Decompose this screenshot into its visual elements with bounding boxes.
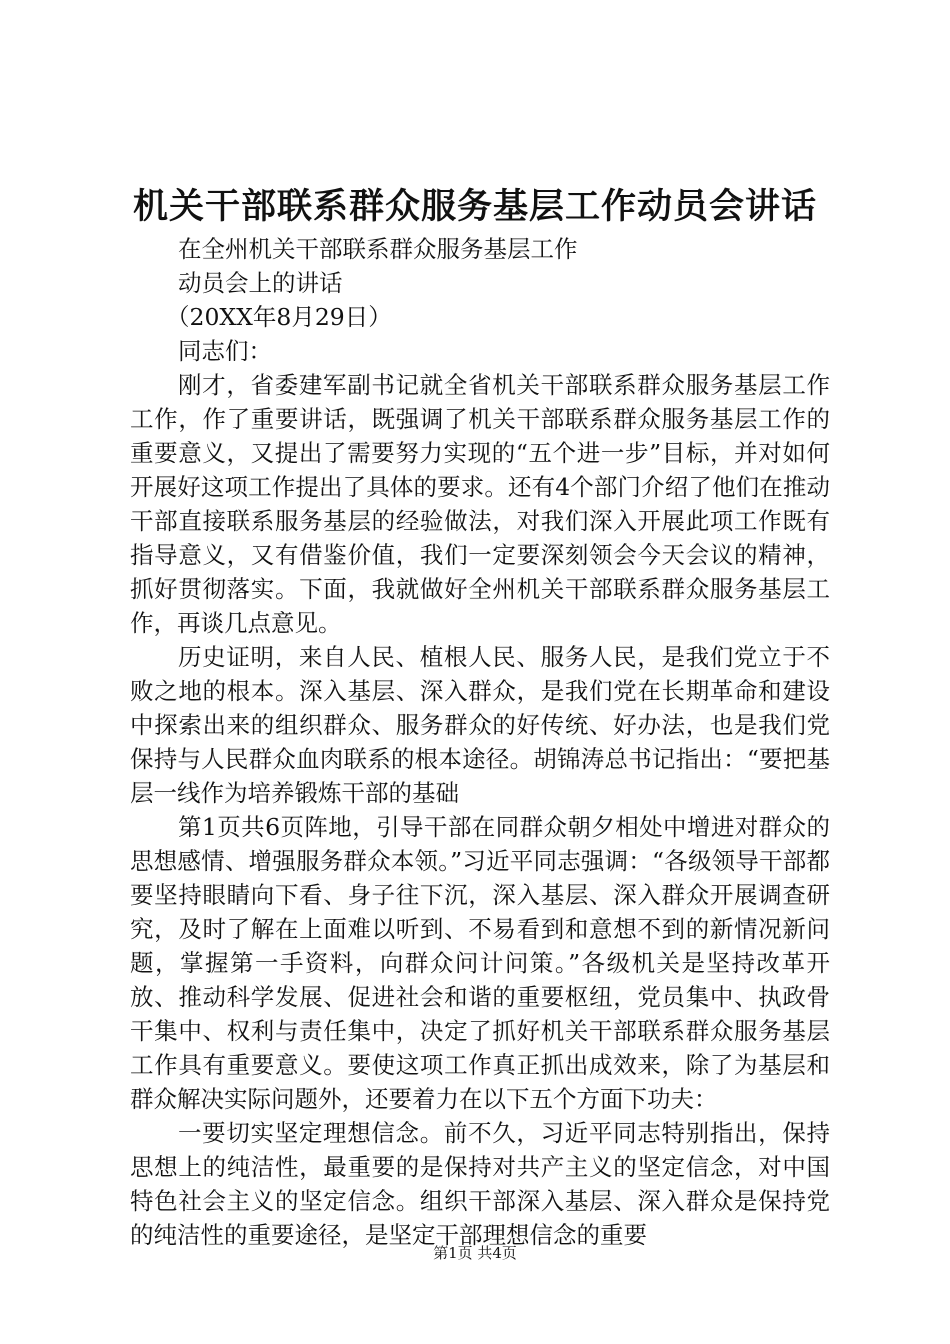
- subtitle-line-1: 在全州机关干部联系群众服务基层工作: [178, 235, 578, 263]
- salutation: 同志们：: [178, 337, 272, 365]
- page-footer: 第1页 共4页: [433, 1244, 517, 1262]
- paragraph: 第1页共6页阵地，引导干部在同群众朝夕相处中增进对群众的思想感情、增强服务群众本领。”习近平同志强调：“各级领导干部都要坚持眼睛向下看、身子往下沉，深入基层、深入群众开展调查研究，及时了解在上面难以听到、不易看到和意想不到的新情况新问题，掌握第一手资料，向群众问计问策。”各级机关是坚持改革开放、推动科学发展、促进社会和谐的重要枢纽，党员集中、执政骨干集中、权利与责任集中，决定了抓好机关干部联系群众服务基层工作具有重要意义。要使这项工作真正抓出成效来，除了为基层和群众解决实际问题外，还要着力在以下五个方面下功夫：: [130, 813, 830, 1113]
- speech-date: （20XX年8月29日）: [166, 303, 392, 331]
- subtitle-line-2: 动员会上的讲话: [178, 269, 343, 297]
- paragraph: 一要切实坚定理想信念。前不久，习近平同志特别指出，保持思想上的纯洁性，最重要的是保持对共产主义的坚定信念，对中国特色社会主义的坚定信念。组织干部深入基层、深入群众是保持党的纯洁性的重要途径，是坚定干部理想信念的重要: [130, 1119, 830, 1249]
- document-body: [130, 232, 830, 1252]
- document-title: 机关干部联系群众服务基层工作动员会讲话: [132, 186, 817, 227]
- paragraph: 历史证明，来自人民、植根人民、服务人民，是我们党立于不败之地的根本。深入基层、深入群众，是我们党在长期革命和建设中探索出来的组织群众、服务群众的好传统、好办法，也是我们党保持与人民群众血肉联系的根本途径。胡锦涛总书记指出：“要把基层一线作为培养锻炼干部的基础: [130, 643, 830, 807]
- paragraph: 刚才，省委建军副书记就全省机关干部联系群众服务基层工作工作，作了重要讲话，既强调了机关干部联系群众服务基层工作的重要意义，又提出了需要努力实现的“五个进一步”目标，并对如何开展好这项工作提出了具体的要求。还有4个部门介绍了他们在推动干部直接联系服务基层的经验做法，对我们深入开展此项工作既有指导意义，又有借鉴价值，我们一定要深刻领会今天会议的精神，抓好贯彻落实。下面，我就做好全州机关干部联系群众服务基层工作，再谈几点意见。: [130, 371, 830, 637]
